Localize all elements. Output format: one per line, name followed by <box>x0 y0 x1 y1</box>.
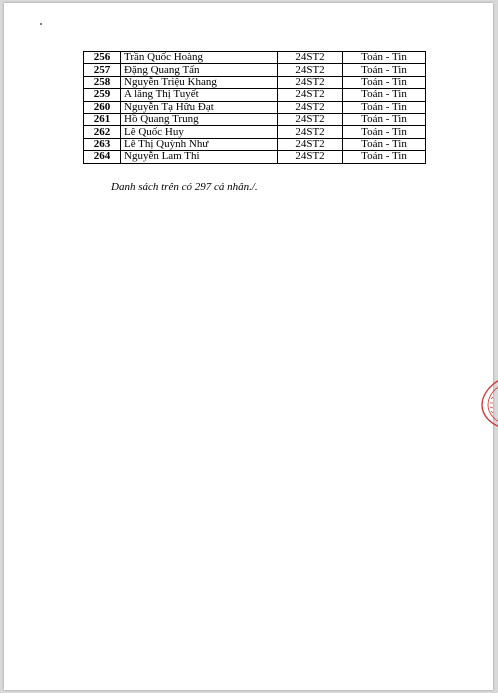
table-row <box>84 64 426 76</box>
table-row <box>84 52 426 64</box>
row-number: 258 <box>84 76 121 88</box>
class-code: 24ST2 <box>278 113 343 125</box>
student-name: Trần Quốc Hoàng <box>121 52 278 64</box>
student-name: Lê Thị Quỳnh Như <box>121 138 278 150</box>
class-code: 24ST2 <box>278 52 343 64</box>
subject: Toán - Tin <box>343 64 426 76</box>
row-number: 261 <box>84 113 121 125</box>
subject: Toán - Tin <box>343 113 426 125</box>
row-number: 256 <box>84 52 121 64</box>
row-number: 262 <box>84 126 121 138</box>
footer-note: Danh sách trên có 297 cá nhân./. <box>111 181 258 193</box>
subject: Toán - Tin <box>343 126 426 138</box>
table-row <box>84 76 426 88</box>
subject: Toán - Tin <box>343 76 426 88</box>
table-row <box>84 89 426 101</box>
row-number: 264 <box>84 151 121 163</box>
student-name: Hồ Quang Trung <box>121 113 278 125</box>
student-name: Nguyễn Lam Thi <box>121 151 278 163</box>
student-name: Lê Quốc Huy <box>121 126 278 138</box>
table-row <box>84 151 426 163</box>
class-code: 24ST2 <box>278 126 343 138</box>
class-code: 24ST2 <box>278 64 343 76</box>
row-number: 259 <box>84 89 121 101</box>
subject: Toán - Tin <box>343 89 426 101</box>
class-code: 24ST2 <box>278 101 343 113</box>
subject: Toán - Tin <box>343 52 426 64</box>
row-number: 257 <box>84 64 121 76</box>
class-code: 24ST2 <box>278 138 343 150</box>
table-row <box>84 138 426 150</box>
student-name: Nguyễn Tạ Hữu Đạt <box>121 101 278 113</box>
student-name: Đặng Quang Tấn <box>121 64 278 76</box>
student-name: A lăng Thị Tuyết <box>121 89 278 101</box>
table-row <box>84 113 426 125</box>
subject: Toán - Tin <box>343 138 426 150</box>
official-seal-stamp <box>472 375 498 431</box>
subject: Toán - Tin <box>343 151 426 163</box>
document-page <box>4 3 493 690</box>
row-number: 263 <box>84 138 121 150</box>
class-code: 24ST2 <box>278 89 343 101</box>
student-name: Nguyễn Triệu Khang <box>121 76 278 88</box>
table-row <box>84 126 426 138</box>
class-code: 24ST2 <box>278 151 343 163</box>
subject: Toán - Tin <box>343 101 426 113</box>
scan-speck <box>40 23 42 25</box>
student-roster-table <box>83 51 426 164</box>
table-row <box>84 101 426 113</box>
row-number: 260 <box>84 101 121 113</box>
class-code: 24ST2 <box>278 76 343 88</box>
